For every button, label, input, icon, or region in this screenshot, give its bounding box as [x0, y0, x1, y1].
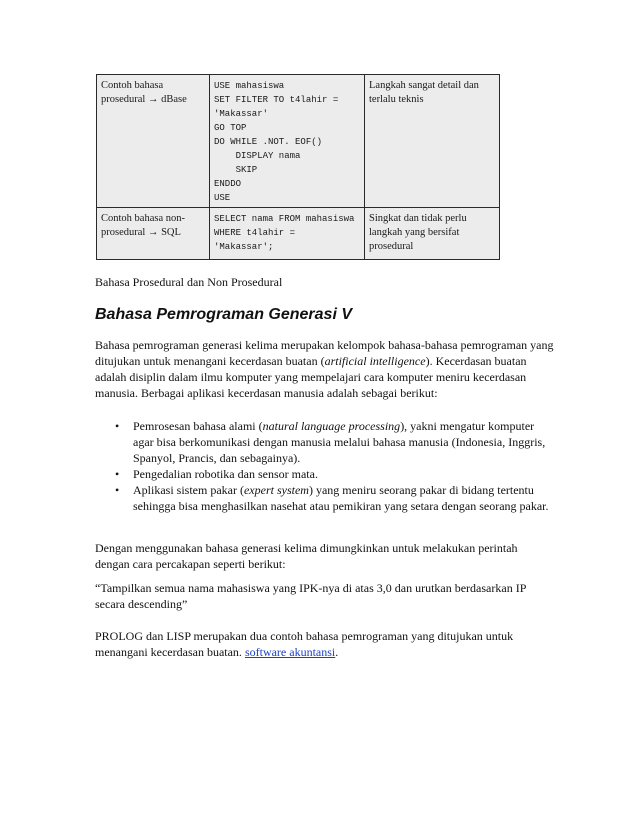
italic-term: natural language processing — [262, 419, 401, 433]
code-line: USE — [214, 193, 231, 203]
software-akuntansi-link[interactable]: software akuntansi — [244, 645, 336, 659]
text-run: ) yang meniru seorang pakar di bidang tertentu sehingga bisa menghasilkan nasehat atau pemikiran yang setara dengan seorang pakar. — [133, 483, 549, 513]
table-cell-note: Langkah sangat detail dan terlalu teknis — [369, 80, 479, 105]
table-row-procedural — [97, 75, 499, 208]
text-run: . — [335, 645, 339, 659]
paragraph-quote: “Tampilkan semua nama mahasiswa yang IPK-nya di atas 3,0 dan urutkan berdasarkan IP secara descending” — [95, 581, 526, 611]
list-item — [95, 418, 555, 466]
text-run: ). Kecerdasan buatan adalah disiplin dalam ilmu komputer yang mempelajari cara komputer meniru kecerdasan manusia. Berbagai aplikasi kecerdasan manusia adalah sebagai berikut: — [95, 354, 527, 400]
text-run: PROLOG dan LISP merupakan dua contoh bahasa pemrograman yang ditujukan untuk menangani kecerdasan buatan. — [95, 629, 514, 659]
paragraph-conversation: Dengan menggunakan bahasa generasi kelima dimungkinkan untuk melakukan perintah dengan cara percakapan seperti berikut: — [95, 541, 518, 571]
table-cell-code — [210, 75, 365, 207]
code-line: DISPLAY nama — [214, 151, 301, 161]
list-item — [95, 466, 555, 482]
code-line: 'Makassar' — [214, 109, 269, 119]
text-run: Pemrosesan bahasa alami ( — [133, 419, 263, 433]
section-heading: Bahasa Pemrograman Generasi V — [95, 306, 353, 323]
code-line: WHERE t4lahir = — [214, 228, 296, 238]
code-line: DO WHILE .NOT. EOF() — [214, 137, 323, 147]
bullet-icon: • — [115, 483, 120, 497]
code-line: GO TOP — [214, 123, 247, 133]
paragraph-examples — [95, 628, 555, 660]
text-run: Aplikasi sistem pakar ( — [133, 483, 244, 497]
figure-caption: Bahasa Prosedural dan Non Prosedural — [95, 275, 283, 289]
code-line: USE mahasiswa — [214, 81, 285, 91]
text-run: Pengedalian robotika dan sensor mata. — [133, 467, 318, 481]
table-cell-note: Singkat dan tidak perlu langkah yang bersifat prosedural — [369, 213, 467, 252]
bullet-icon: • — [115, 467, 120, 481]
italic-term: expert system — [243, 483, 309, 497]
italic-term: artificial intelligence — [324, 354, 426, 368]
bullet-icon: • — [115, 419, 120, 433]
text-run: Bahasa pemrograman generasi kelima merupakan kelompok bahasa-bahasa pemrograman yang ditujukan untuk menangani kecerdasan buatan ( — [95, 338, 554, 368]
table-row-nonprocedural — [97, 208, 499, 259]
table-cell-code — [210, 208, 365, 259]
list-item — [95, 482, 555, 514]
code-line: SELECT nama FROM mahasiswa — [214, 214, 355, 224]
ai-applications-list — [95, 418, 555, 514]
table-cell-label: Contoh bahasa non-prosedural → SQL — [97, 208, 210, 259]
code-line: 'Makassar'; — [214, 242, 274, 252]
comparison-table-image — [96, 74, 500, 260]
code-line: SET FILTER TO t4lahir = — [214, 95, 339, 105]
code-line: SKIP — [214, 165, 258, 175]
text-run: ), yakni mengatur komputer agar bisa berkomunikasi dengan manusia melalui bahasa manusia (Indonesia, Inggris, Spanyol, Prancis, dan sebagainya). — [133, 419, 546, 465]
code-line: ENDDO — [214, 179, 242, 189]
table-cell-label: Contoh bahasa prosedural → dBase — [97, 75, 210, 207]
paragraph-intro — [95, 337, 555, 401]
